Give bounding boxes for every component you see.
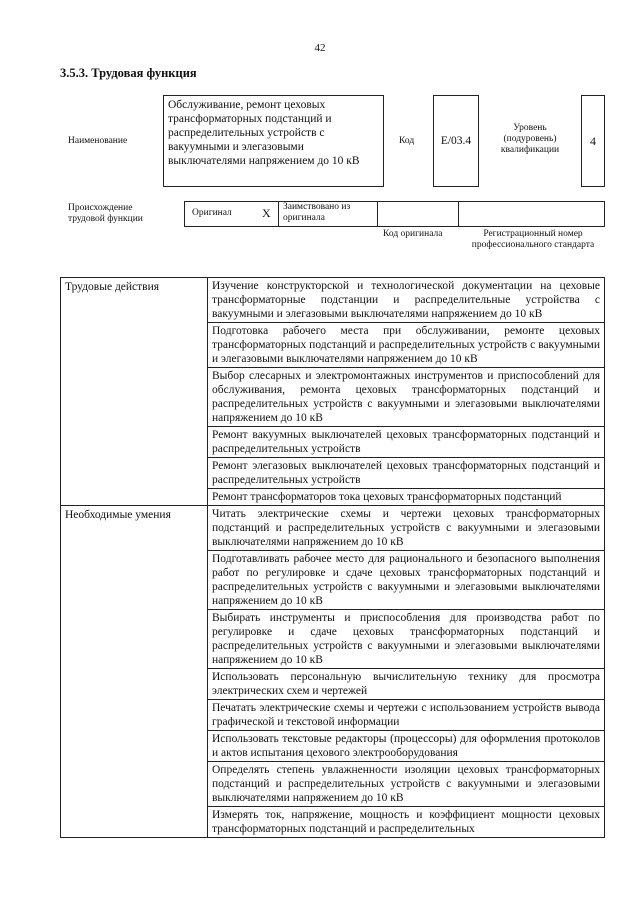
list-item: Измерять ток, напряжение, мощность и коэффициент мощности цеховых трансформаторных подстанций и распределительных — [212, 809, 600, 835]
list-item: Использовать персональную вычислительную технику для просмотра электрических схем и чертежей — [208, 669, 604, 700]
list-item: Ремонт элегазовых выключателей цеховых трансформаторных подстанций и распределительных устройств — [208, 458, 604, 489]
original-code-caption: Код оригинала — [383, 229, 443, 239]
list-item: Печатать электрические схемы и чертежи с использованием устройств вывода графической и текстовой информации — [208, 700, 604, 731]
function-name-value: Обслуживание, ремонт цеховых трансформаторных подстанций и распределительных устройств с вакуумными и элегазовыми выключателями напряжением до 10 кВ — [168, 99, 360, 167]
list-item: Определять степень увлажненности изоляции цеховых трансформаторных подстанций и распределительных устройств с вакуумными и элегазовыми выключателями напряжением до 10 кВ — [208, 762, 604, 807]
section-title: 3.5.3. Трудовая функция — [60, 66, 197, 80]
level-value: 4 — [590, 133, 596, 148]
section-row — [61, 506, 605, 838]
list-item: Выбирать инструменты и приспособления для производства работ по регулировке и сдаче цеховых трансформаторных подстанций и распределительных устройств с вакуумными и элегазовыми выключателями напряжением до 10 кВ — [208, 610, 604, 669]
code-box — [433, 95, 479, 187]
section-label: Трудовые действия — [61, 278, 208, 506]
function-name-box — [163, 95, 384, 187]
list-item: Подготовка рабочего места при обслуживании, ремонте цеховых трансформаторных подстанций и распределительных устройств с вакуумными и элегазовыми выключателями напряжением до 10 кВ — [208, 323, 604, 368]
level-box — [581, 95, 605, 187]
section-row — [61, 278, 605, 506]
origin-cell-border — [278, 201, 279, 227]
origin-cell-border — [458, 201, 459, 227]
code-label: Код — [399, 136, 415, 146]
origin-borrowed: Заимствовано из оригинала — [283, 202, 351, 223]
page-number: 42 — [314, 42, 326, 54]
section-items — [208, 278, 605, 506]
code-value: E/03.4 — [440, 135, 472, 147]
list-item: Читать электрические схемы и чертежи цеховых трансформаторных подстанций и распределительных устройств с вакуумными и элегазовыми выключателями напряжением до 10 кВ — [208, 506, 604, 551]
list-item: Ремонт вакуумных выключателей цеховых трансформаторных подстанций и распределительных устройств — [208, 427, 604, 458]
original-checkmark: X — [262, 206, 271, 220]
origin-cell-border — [604, 201, 605, 227]
list-item: Выбор слесарных и электромонтажных инструментов и приспособлений для обслуживания, ремонта цеховых трансформаторных подстанций и распределительных устройств с вакуумными и элегазовыми выключателями напряжением до 10 кВ — [208, 368, 604, 427]
origin-original: Оригинал — [192, 208, 232, 218]
origin-cell-border — [184, 201, 185, 227]
list-item: Подготавливать рабочее место для рационального и безопасного выполнения работ по регулировке и сдаче цеховых трансформаторных подстанций и распределительных устройств с вакуумными и элегазовыми выключателями напряжением до 10 кВ — [208, 551, 604, 610]
section-items — [208, 506, 605, 838]
section-label: Необходимые умения — [61, 506, 208, 838]
name-label: Наименование — [68, 136, 128, 146]
list-item: Ремонт трансформаторов тока цеховых трансформаторных подстанций — [212, 491, 562, 503]
list-item: Изучение конструкторской и технологической документации на цеховые трансформаторные подстанции и распределительные устройства с вакуумными и элегазовыми выключателями напряжением до 10 кВ — [208, 278, 604, 323]
level-label: Уровень (подуровень) квалификации — [500, 123, 560, 155]
reg-number-caption: Регистрационный номер профессионального стандарта — [471, 229, 595, 250]
function-details-table — [60, 277, 605, 838]
list-item: Использовать текстовые редакторы (процессоры) для оформления протоколов и актов испытания цехового электрооборудования — [208, 731, 604, 762]
origin-cell-border — [377, 201, 378, 227]
origin-label: Происхождение трудовой функции — [68, 203, 143, 224]
origin-table — [184, 201, 605, 227]
